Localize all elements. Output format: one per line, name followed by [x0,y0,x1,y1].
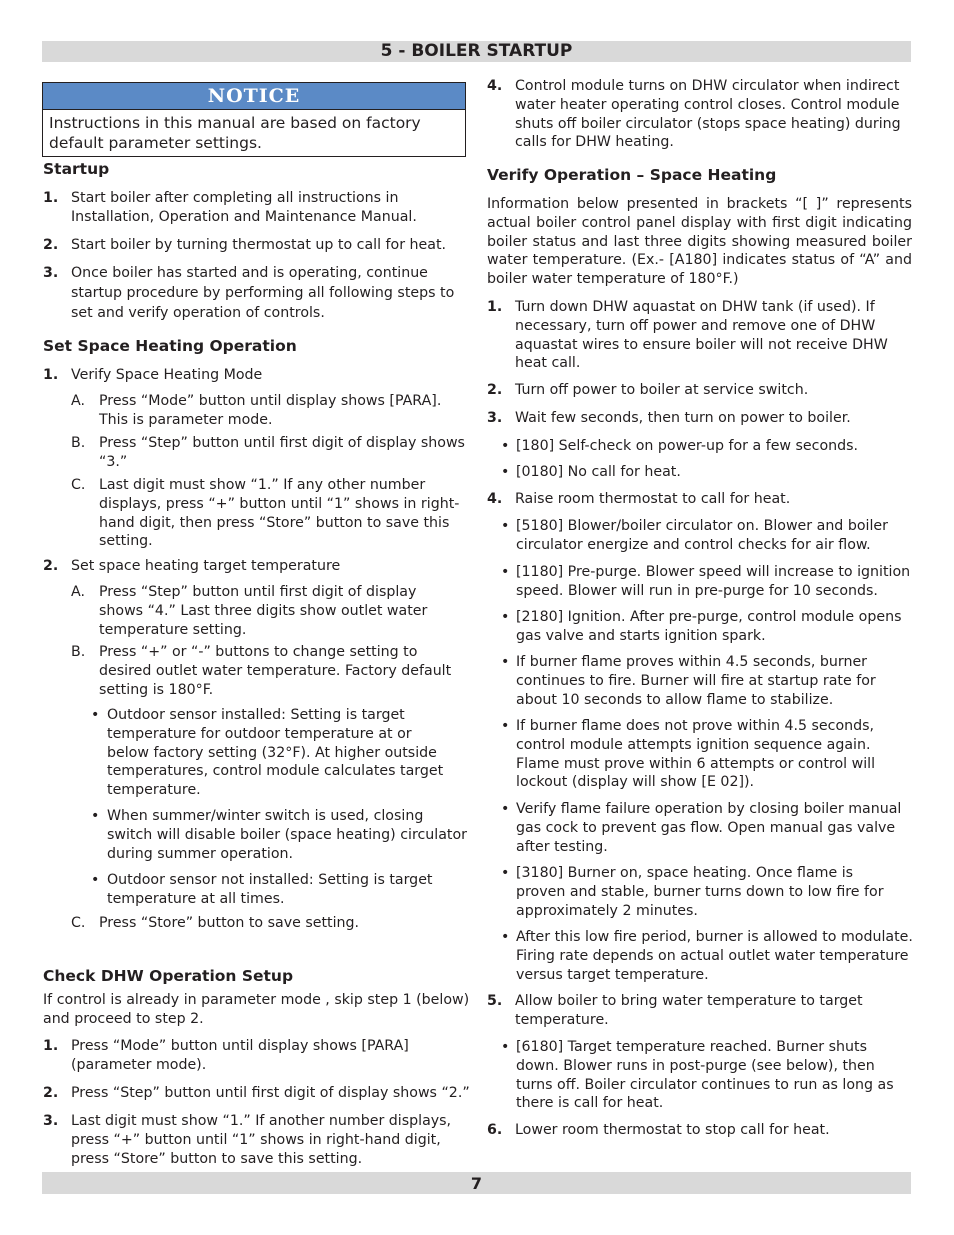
dhw-num-2: 2. [43,1085,59,1101]
sh-1a-text: Press “Mode” button until display shows [PARA]. This is parameter mode. [99,393,442,428]
verify-text-2: Turn off power to boiler at service switch. [515,382,809,398]
startup-text-1: Start boiler after completing all instructions in Installation, Operation and Maintenance Manual. [71,190,417,225]
bullet-icon: • [501,1039,510,1055]
verify-num-6: 6. [487,1122,503,1138]
startup-text-3: Once boiler has started and is operating, continue startup procedure by performing all following steps to set and verify operation of controls. [71,265,455,321]
dhw-num-3: 3. [43,1113,59,1129]
sh-1a-letter: A. [71,393,85,409]
notice-label: NOTICE [43,83,465,110]
sh-2b-letter: B. [71,644,86,660]
dhw-heading: Check DHW Operation Setup [43,967,294,985]
verify-text-4: Raise room thermostat to call for heat. [515,491,791,507]
section-title: 5 - BOILER STARTUP [380,41,573,61]
bullet-icon: • [501,609,510,625]
bullet-icon: • [501,518,510,534]
bullet-icon: • [501,564,510,580]
dhw-text-1: Press “Mode” button until display shows [PARA] (parameter mode). [71,1038,409,1073]
verify-num-4: 4. [487,491,503,507]
sh-2c-letter: C. [71,915,86,931]
bullet-icon: • [501,865,510,881]
dhw-text-2: Press “Step” button until first digit of display shows “2.” [71,1085,470,1101]
sh-1c-text: Last digit must show “1.” If any other number displays, press “+” button until “1” shows in right-hand digit, then press “Store” button to save this setting. [99,477,460,550]
sh-step2-num: 2. [43,558,59,574]
verify-text-5: Allow boiler to bring water temperature to target temperature. [515,993,863,1028]
sh-2b-text: Press “+” or “-” buttons to change setting to desired outlet water temperature. Factory default setting is 180°F. [99,644,452,698]
page-number: 7 [470,1174,483,1193]
dhw-text-4: Control module turns on DHW circulator when indirect water heater operating control closes. Control module shuts off boiler circulator (stops space heating) during calls for DHW heating. [515,78,901,151]
sh-2a-letter: A. [71,584,85,600]
verify-num-2: 2. [487,382,503,398]
verify-text-3: Wait few seconds, then turn on power to boiler. [515,410,851,426]
verify-num-1: 1. [487,299,503,315]
verify-intro: Information below presented in brackets “[ ]” represents actual boiler control panel display with first digit indicating boiler status and last three digits showing measured boiler water temperature. (Ex.- [A180] indicates status of “A” and boiler water temperature of 180°F.) [487,196,912,288]
bullet-icon: • [501,718,510,734]
verify-s4-bullet-3: [2180] Ignition. After pre-purge, control module opens gas valve and starts ignition spark. [516,609,902,644]
verify-s4-bullet-8: After this low fire period, burner is allowed to modulate. Firing rate depends on actual outlet water temperature versus target temperature. [516,929,913,983]
verify-s3-bullet-1: [180] Self-check on power-up for a few seconds. [516,438,859,454]
dhw-num-4: 4. [487,78,503,94]
verify-num-3: 3. [487,410,503,426]
page-footer-bar [42,1172,911,1194]
bullet-icon: • [501,654,510,670]
bullet-icon: • [91,707,100,723]
space-heating-heading: Set Space Heating Operation [43,337,297,355]
bullet-icon: • [501,464,510,480]
sh-bullet-2: When summer/winter switch is used, closing switch will disable boiler (space heating) circulator during summer operation. [107,808,467,862]
startup-num-1: 1. [43,190,59,206]
verify-s4-bullet-4: If burner flame proves within 4.5 seconds, burner continues to fire. Burner will fire at startup rate for about 10 seconds to allow flame to stabilize. [516,654,876,708]
verify-s4-bullet-6: Verify flame failure operation by closing boiler manual gas cock to prevent gas flow. Open manual gas valve after testing. [516,801,902,855]
sh-bullet-1: Outdoor sensor installed: Setting is target temperature for outdoor temperature at or below factory setting (32°F). At higher outside temperatures, control module calculates target temperature. [107,707,444,799]
startup-text-2: Start boiler by turning thermostat up to call for heat. [71,237,447,253]
section-header-bar [42,41,911,62]
sh-step1-num: 1. [43,367,59,383]
verify-text-6: Lower room thermostat to stop call for heat. [515,1122,830,1138]
verify-s3-bullet-2: [0180] No call for heat. [516,464,681,480]
bullet-icon: • [501,438,510,454]
bullet-icon: • [91,872,100,888]
verify-s5-bullet-1: [6180] Target temperature reached. Burner shuts down. Blower runs in post-purge (see below), then turns off. Boiler circulator continues to run as long as there is call for heat. [516,1039,894,1112]
sh-2c-text: Press “Store” button to save setting. [99,915,360,931]
bullet-icon: • [91,808,100,824]
notice-text: Instructions in this manual are based on factory default parameter settings. [49,114,421,152]
notice-box [42,82,466,157]
verify-s4-bullet-1: [5180] Blower/boiler circulator on. Blower and boiler circulator energize and control checks for air flow. [516,518,888,553]
dhw-text-3: Last digit must show “1.” If another number displays, press “+” button until “1” shows in right-hand digit, press “Store” button to save this setting. [71,1113,452,1167]
bullet-icon: • [501,801,510,817]
verify-s4-bullet-5: If burner flame does not prove within 4.5 seconds, control module attempts ignition sequence again. Flame must prove within 6 attempts or control will lockout (display will show [E 02]). [516,718,876,791]
sh-step1-text: Verify Space Heating Mode [71,367,263,383]
sh-1b-letter: B. [71,435,86,451]
startup-num-3: 3. [43,265,59,281]
verify-num-5: 5. [487,993,503,1009]
verify-s4-bullet-2: [1180] Pre-purge. Blower speed will increase to ignition speed. Blower will run in pre-purge for 10 seconds. [516,564,911,599]
sh-step2-text: Set space heating target temperature [71,558,341,574]
sh-1b-text: Press “Step” button until first digit of display shows “3.” [99,435,465,470]
sh-1c-letter: C. [71,477,86,493]
bullet-icon: • [501,929,510,945]
verify-text-1: Turn down DHW aquastat on DHW tank (if used). If necessary, turn off power and remove one of DHW aquastat wires to ensure boiler will not receive DHW heat call. [515,299,888,372]
sh-bullet-3: Outdoor sensor not installed: Setting is target temperature at all times. [107,872,433,907]
verify-heading: Verify Operation – Space Heating [487,166,777,184]
startup-heading: Startup [43,160,110,178]
dhw-num-1: 1. [43,1038,59,1054]
verify-s4-bullet-7: [3180] Burner on, space heating. Once flame is proven and stable, burner turns down to low fire for approximately 2 minutes. [516,865,884,919]
sh-2a-text: Press “Step” button until first digit of display shows “4.” Last three digits show outlet water temperature setting. [99,584,428,638]
dhw-intro: If control is already in parameter mode , skip step 1 (below) and proceed to step 2. [43,992,470,1027]
startup-num-2: 2. [43,237,59,253]
